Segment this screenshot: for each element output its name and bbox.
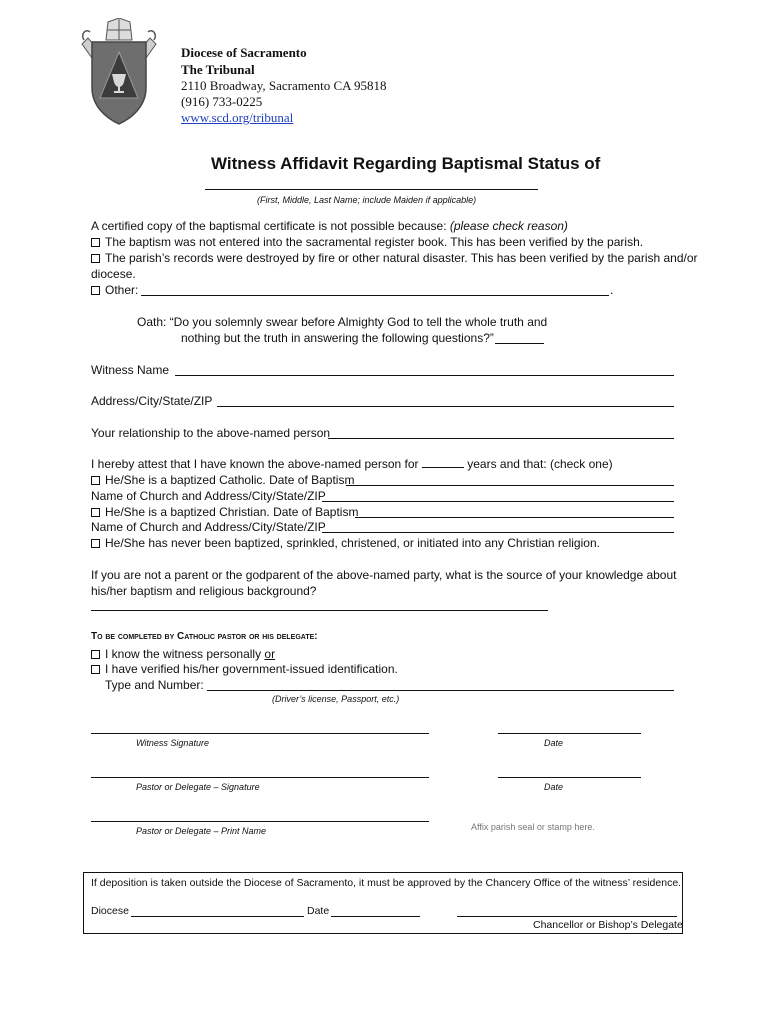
reason-other-period: . [610, 283, 614, 297]
know-witness-checkbox[interactable] [91, 650, 100, 659]
chancellor-label: Chancellor or Bishop’s Delegate [533, 919, 683, 931]
diocese-seal-icon [78, 18, 160, 126]
footer-diocese-label: Diocese [91, 905, 129, 917]
chancellor-signature-field[interactable] [457, 916, 677, 917]
catholic-church-label: Name of Church and Address/City/State/ZIP [91, 489, 326, 503]
reason-other-line[interactable] [141, 295, 609, 296]
address-label: Address/City/State/ZIP [91, 394, 213, 408]
reason-not-entered-checkbox[interactable] [91, 238, 100, 247]
type-number-label: Type and Number: [105, 678, 204, 692]
witness-date-field[interactable] [498, 733, 641, 734]
witness-signature-label: Witness Signature [136, 738, 209, 748]
reason-destroyed: The parish’s records were destroyed by fire or other natural disaster. This has been verified by the parish and/or [91, 251, 698, 265]
diocese-name: Diocese of Sacramento [181, 45, 307, 60]
relationship-field[interactable] [328, 438, 674, 439]
id-hint: (Driver’s license, Passport, etc.) [272, 694, 400, 704]
attest-line: I hereby attest that I have known the above-named person for years and that: (check one) [91, 457, 613, 471]
oath-line-1: Oath: “Do you solemnly swear before Almighty God to tell the whole truth and [137, 315, 548, 329]
seal-placeholder: Affix parish seal or stamp here. [471, 822, 595, 832]
pastor-signature-label: Pastor or Delegate – Signature [136, 782, 260, 792]
reason-destroyed-checkbox[interactable] [91, 254, 100, 263]
verified-id: I have verified his/her government-issued identification. [91, 662, 398, 676]
pastor-signature-field[interactable] [91, 777, 429, 778]
address: 2110 Broadway, Sacramento CA 95818 [181, 78, 387, 93]
outside-diocese-note: If deposition is taken outside the Diocese of Sacramento, it must be approved by the Chancery Office of the witness’ residence. [91, 877, 682, 889]
source-answer-field[interactable] [91, 610, 548, 611]
reason-intro: A certified copy of the baptismal certificate is not possible because: (please check reason) [91, 219, 568, 233]
pastor-print-name-field[interactable] [91, 821, 429, 822]
catholic-baptism-date-field[interactable] [346, 485, 674, 486]
witness-name-field[interactable] [175, 375, 674, 376]
oath-line-2: nothing but the truth in answering the following questions?” [181, 331, 494, 345]
type-number-field[interactable] [207, 690, 674, 691]
option-never-baptized-checkbox[interactable] [91, 539, 100, 548]
pastor-date-field[interactable] [498, 777, 641, 778]
witness-date-label: Date [544, 738, 564, 748]
option-christian-checkbox[interactable] [91, 508, 100, 517]
footer-date-field[interactable] [331, 916, 420, 917]
reason-other-checkbox[interactable] [91, 286, 100, 295]
pastor-section-heading: To be completed by Catholic pastor or his delegate: [91, 631, 318, 642]
relationship-label: Your relationship to the above-named person [91, 426, 331, 440]
reason-destroyed-continued: diocese. [91, 267, 136, 281]
catholic-church-field[interactable] [322, 501, 674, 502]
source-question-line-2: his/her baptism and religious background? [91, 584, 317, 598]
christian-church-label: Name of Church and Address/City/State/ZIP [91, 520, 326, 534]
christian-church-field[interactable] [322, 532, 674, 533]
source-question-line-1: If you are not a parent or the godparent of the above-named party, what is the source of your knowledge about [91, 568, 677, 582]
website-link[interactable]: www.scd.org/tribunal [181, 110, 294, 125]
oath-answer-line[interactable] [495, 343, 544, 344]
phone: (916) 733-0225 [181, 94, 263, 109]
footer-date-label: Date [307, 905, 330, 917]
option-catholic-checkbox[interactable] [91, 476, 100, 485]
witness-signature-field[interactable] [91, 733, 429, 734]
christian-baptism-date-field[interactable] [355, 517, 674, 518]
reason-other: Other: [91, 283, 138, 297]
option-never-baptized: He/She has never been baptized, sprinkled, christened, or initiated into any Christian religion. [91, 536, 600, 550]
reason-not-entered: The baptism was not entered into the sacramental register book. This has been verified by the parish. [91, 235, 643, 249]
tribunal-name: The Tribunal [181, 62, 255, 77]
witness-name-label: Witness Name [91, 363, 170, 377]
verified-id-checkbox[interactable] [91, 665, 100, 674]
pastor-print-name-label: Pastor or Delegate – Print Name [136, 826, 267, 836]
years-known-field[interactable] [422, 457, 464, 468]
know-witness: I know the witness personally or [91, 647, 275, 661]
subject-name-line[interactable] [205, 189, 538, 190]
page-title: Witness Affidavit Regarding Baptismal Status of [211, 154, 601, 173]
footer-diocese-field[interactable] [131, 916, 304, 917]
address-field[interactable] [217, 406, 674, 407]
subject-name-hint: (First, Middle, Last Name; include Maiden if applicable) [257, 195, 477, 205]
option-catholic: He/She is a baptized Catholic. Date of Baptism [91, 473, 354, 487]
option-christian: He/She is a baptized Christian. Date of Baptism [91, 505, 358, 519]
pastor-date-label: Date [544, 782, 564, 792]
